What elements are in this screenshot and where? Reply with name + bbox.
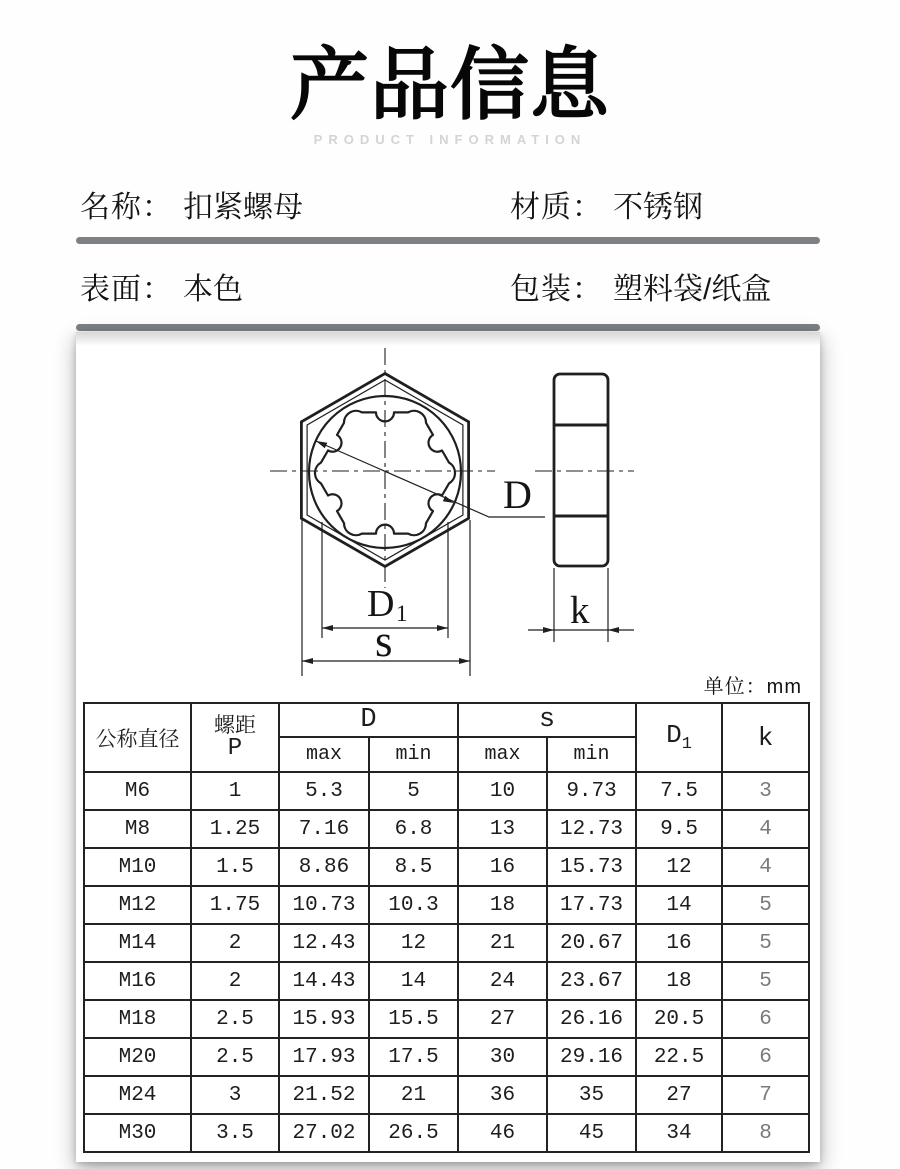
spec-material-value: 不锈钢 [613, 191, 703, 224]
table-cell: 12 [369, 924, 458, 962]
header-pitch [191, 703, 279, 772]
dimension-k-label: k [570, 589, 590, 632]
table-cell: 2 [191, 962, 279, 1000]
table-cell: M24 [84, 1076, 191, 1114]
table-cell: 21 [369, 1076, 458, 1114]
table-cell: 14 [369, 962, 458, 1000]
header-d1-subscript: 1 [681, 735, 692, 755]
table-cell: 12.43 [279, 924, 369, 962]
table-cell: 17.93 [279, 1038, 369, 1076]
table-cell: 5 [722, 886, 809, 924]
table-cell: 10.3 [369, 886, 458, 924]
page-subtitle: PRODUCT INFORMATION [313, 132, 587, 147]
table-row [84, 962, 809, 1000]
table-cell: 21 [458, 924, 547, 962]
table-cell: M8 [84, 810, 191, 848]
table-cell: 22.5 [636, 1038, 722, 1076]
table-row [84, 772, 809, 810]
spec-row-1 [0, 182, 900, 222]
dimension-d-label: D [503, 472, 532, 517]
table-cell: 6 [722, 1000, 809, 1038]
table-cell: 27.02 [279, 1114, 369, 1152]
table-row [84, 1038, 809, 1076]
table-cell: 10.73 [279, 886, 369, 924]
header-pitch-symbol: P [227, 734, 243, 762]
hexagon-chamfer-line [307, 380, 463, 560]
spec-surface-value: 本色 [183, 273, 243, 306]
table-cell: 27 [458, 1000, 547, 1038]
table-row [84, 810, 809, 848]
dimension-s-label: s [375, 616, 393, 666]
table-cell: 7.16 [279, 810, 369, 848]
dimension-d [316, 441, 545, 517]
spec-package [510, 264, 771, 308]
table-cell: 26.16 [547, 1000, 636, 1038]
table-cell: 14.43 [279, 962, 369, 1000]
spec-package-value: 塑料袋/纸盒 [613, 273, 772, 306]
table-cell: 17.5 [369, 1038, 458, 1076]
table-cell: 24 [458, 962, 547, 1000]
dimension-k [528, 568, 634, 642]
spec-name [80, 182, 303, 226]
header-pitch-cjk: 螺距 [214, 713, 256, 737]
table-cell: 3 [191, 1076, 279, 1114]
dimension-d1-label: D [367, 583, 395, 625]
divider-line-2 [76, 324, 820, 331]
table-cell: 5 [722, 924, 809, 962]
spec-surface [80, 264, 243, 308]
table-cell: 13 [458, 810, 547, 848]
header-s-max: max [458, 737, 547, 772]
technical-drawing [76, 332, 820, 700]
table-row [84, 924, 809, 962]
table-cell: 29.16 [547, 1038, 636, 1076]
table-cell: M18 [84, 1000, 191, 1038]
table-cell: 7.5 [636, 772, 722, 810]
table-cell: 20.67 [547, 924, 636, 962]
page-title: 产品信息 [290, 40, 610, 129]
spec-surface-label: 表面： [80, 273, 173, 306]
table-cell: 2.5 [191, 1000, 279, 1038]
table-cell: 27 [636, 1076, 722, 1114]
spec-name-label: 名称： [80, 191, 173, 224]
table-cell: 2 [191, 924, 279, 962]
spec-row-2 [0, 264, 900, 304]
table-cell: 45 [547, 1114, 636, 1152]
content-card [76, 332, 820, 1162]
table-cell: 15.5 [369, 1000, 458, 1038]
table-row [84, 1076, 809, 1114]
dimension-table [83, 702, 810, 1153]
table-cell: 36 [458, 1076, 547, 1114]
table-cell: 1.5 [191, 848, 279, 886]
table-cell: 4 [722, 810, 809, 848]
table-cell: M6 [84, 772, 191, 810]
centerlines [270, 348, 634, 588]
table-cell: 9.73 [547, 772, 636, 810]
table-cell: 12 [636, 848, 722, 886]
table-cell: 21.52 [279, 1076, 369, 1114]
side-view [554, 374, 608, 566]
table-cell: 8 [722, 1114, 809, 1152]
table-row [84, 886, 809, 924]
table-cell: 9.5 [636, 810, 722, 848]
table-cell: 35 [547, 1076, 636, 1114]
table-cell: M20 [84, 1038, 191, 1076]
table-cell: 3 [722, 772, 809, 810]
table-cell: 8.86 [279, 848, 369, 886]
table-cell: M14 [84, 924, 191, 962]
table-row [84, 848, 809, 886]
table-cell: 5 [722, 962, 809, 1000]
spec-material-label: 材质： [510, 191, 603, 224]
table-cell: 16 [636, 924, 722, 962]
table-cell: 3.5 [191, 1114, 279, 1152]
table-cell: 1 [191, 772, 279, 810]
table-cell: 46 [458, 1114, 547, 1152]
table-cell: 17.73 [547, 886, 636, 924]
table-cell: 15.73 [547, 848, 636, 886]
table-cell: 20.5 [636, 1000, 722, 1038]
header-d1-main: D [666, 720, 682, 751]
table-cell: 2.5 [191, 1038, 279, 1076]
table-cell: 6 [722, 1038, 809, 1076]
header-k: k [722, 703, 809, 772]
table-cell: 26.5 [369, 1114, 458, 1152]
spec-material [510, 182, 703, 226]
table-cell: M16 [84, 962, 191, 1000]
unit-label: 单位：mm [703, 676, 802, 698]
table-cell: M12 [84, 886, 191, 924]
table-cell: 34 [636, 1114, 722, 1152]
table-row [84, 1000, 809, 1038]
header-d-min: min [369, 737, 458, 772]
header-s-group: s [458, 703, 636, 737]
spec-package-label: 包装： [510, 273, 603, 306]
header-d-max: max [279, 737, 369, 772]
table-cell: 23.67 [547, 962, 636, 1000]
table-cell: 14 [636, 886, 722, 924]
table-cell: 7 [722, 1076, 809, 1114]
table-cell: 8.5 [369, 848, 458, 886]
table-cell: 16 [458, 848, 547, 886]
dimension-d1-subscript: 1 [396, 601, 408, 626]
table-cell: M10 [84, 848, 191, 886]
table-cell: M30 [84, 1114, 191, 1152]
header-nominal-diameter: 公称直径 [84, 703, 191, 772]
table-cell: 5 [369, 772, 458, 810]
header-d1 [636, 703, 722, 772]
divider-line-1 [76, 237, 820, 244]
table-cell: 30 [458, 1038, 547, 1076]
table-cell: 18 [636, 962, 722, 1000]
table-cell: 4 [722, 848, 809, 886]
spec-name-value: 扣紧螺母 [183, 191, 303, 224]
table-cell: 1.75 [191, 886, 279, 924]
table-cell: 18 [458, 886, 547, 924]
table-cell: 6.8 [369, 810, 458, 848]
table-header [84, 703, 809, 772]
table-cell: 1.25 [191, 810, 279, 848]
table-cell: 15.93 [279, 1000, 369, 1038]
table-row [84, 1114, 809, 1152]
table-body [84, 772, 809, 1152]
header-s-min: min [547, 737, 636, 772]
header-d-group: D [279, 703, 458, 737]
table-cell: 10 [458, 772, 547, 810]
table-cell: 5.3 [279, 772, 369, 810]
table-cell: 12.73 [547, 810, 636, 848]
